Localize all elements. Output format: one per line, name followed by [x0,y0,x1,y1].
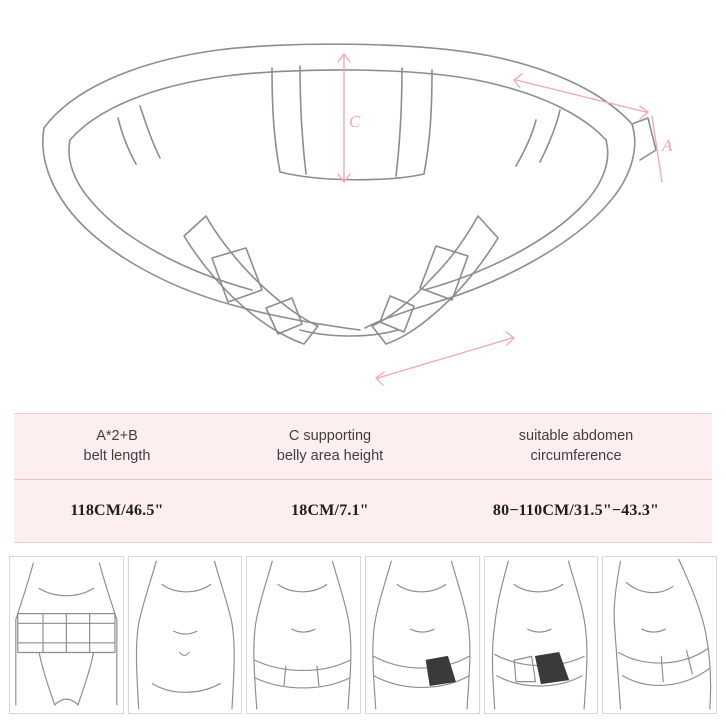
spec-header-belly-height [220,414,440,479]
spec-value-belly-height: 18CM/7.1" [291,501,369,519]
dimension-label-c: C [349,112,361,131]
spec-header-abdomen-circumference [440,414,712,479]
dimension-label-a: A [662,136,673,155]
spec-value-belt-length: 118CM/46.5" [70,501,164,519]
step-6-belt-angled-strap [602,556,717,714]
step-2-torso-plain [128,556,243,714]
step-1-belt-front-view [9,556,124,714]
usage-illustration-strip [9,556,717,714]
spec-table-value-row [14,480,712,542]
spec-header-belt-length-line2: belt length [83,448,151,465]
spec-header-belt-length [14,414,220,479]
specification-table [14,413,712,543]
spec-table-header-row [14,414,712,480]
spec-header-belly-height-line2: belly area height [276,448,384,465]
spec-value-abdomen-circumference: 80−110CM/31.5"−43.3" [492,501,660,519]
spec-header-belt-length-line1: A*2+B [96,427,138,444]
spec-header-abdomen-line1: suitable abdomen [518,427,634,444]
step-5-belt-crossed-strap [484,556,599,714]
step-4-belt-side-strap [365,556,480,714]
spec-header-abdomen-line2: circumference [530,448,622,465]
spec-header-belly-height-line1: C supporting [288,427,372,444]
step-3-belt-low-wrap [246,556,361,714]
